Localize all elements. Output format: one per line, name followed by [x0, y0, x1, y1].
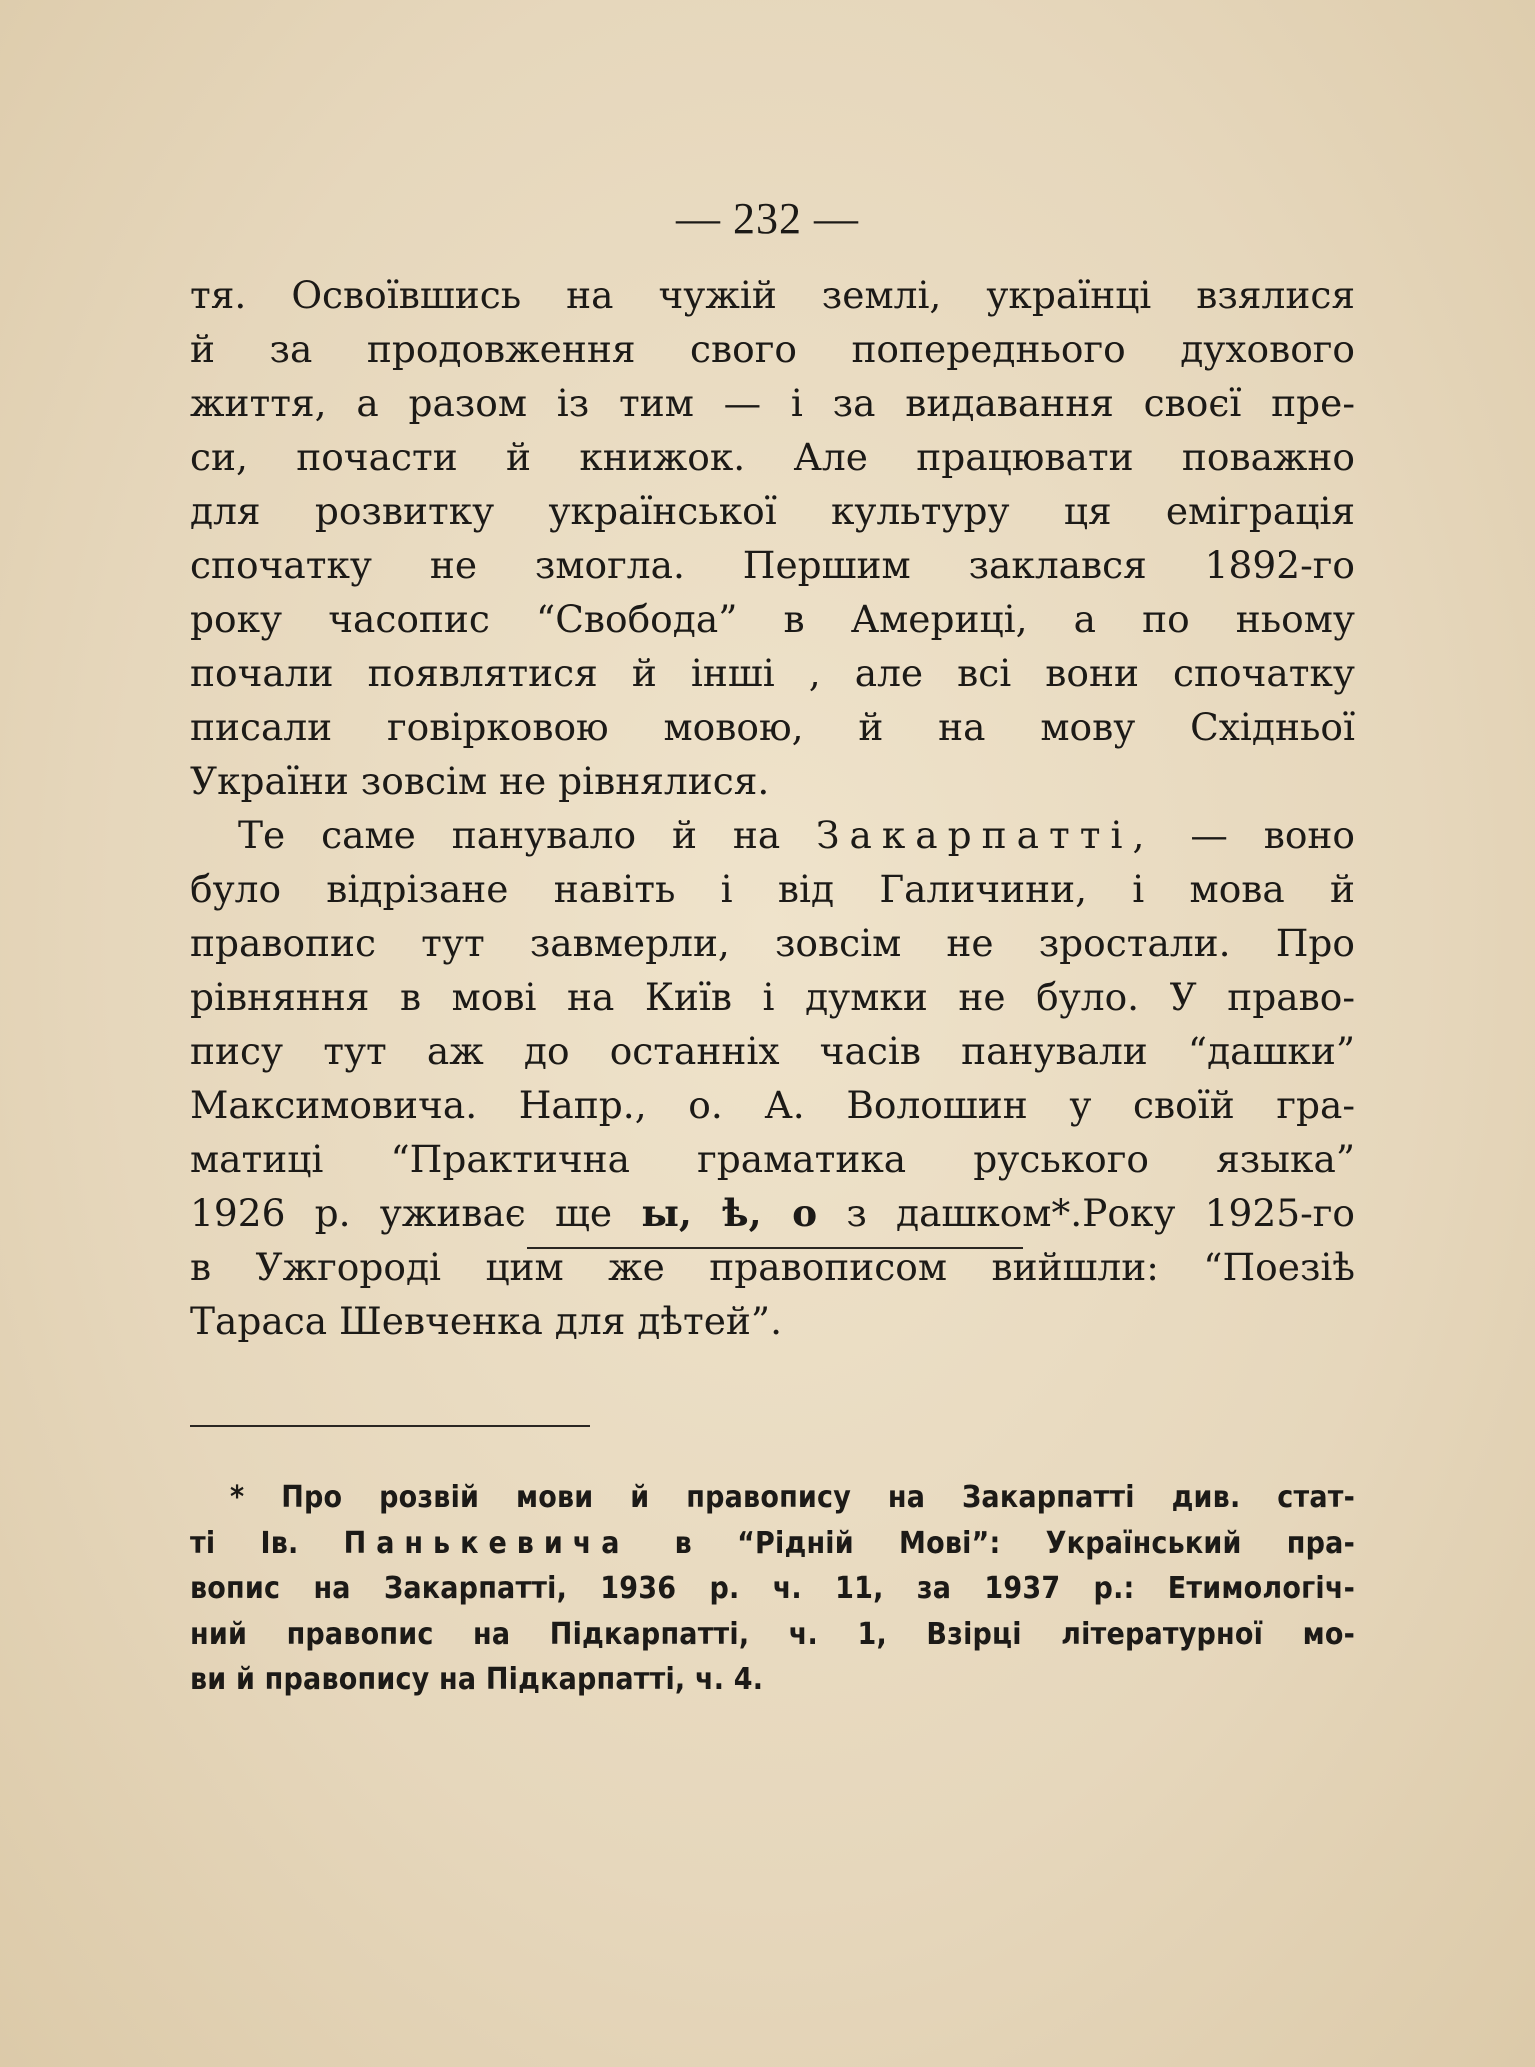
text-line: рівняння в мові на Київ і думки не було. У право-: [190, 975, 1355, 1019]
text-line: пису тут аж до останніх часів панували “дашки”: [190, 1029, 1355, 1073]
text-line: почали появлятися й інші , але всі вони спочатку: [190, 651, 1355, 695]
main-text: [190, 268, 1355, 1348]
text-line: Максимовича. Напр., о. А. Волошин у своїй гра-: [190, 1083, 1355, 1127]
footnote-line: [190, 1521, 1355, 1567]
text-line: писали говірковою мовою, й на мову Східньої: [190, 705, 1355, 749]
footnote-line: вопис на Закарпатті, 1936 р. ч. 11, за 1937 р.: Етимологіч-: [190, 1571, 1355, 1606]
text-segment: ті Ів.: [190, 1525, 299, 1561]
bold-letters: ы, ѣ, о: [641, 1191, 818, 1235]
footnote-line: * Про розвій мови й правопису на Закарпатті див. стат-: [230, 1480, 1355, 1515]
text-segment: в “Рідній Мові”: Український пра-: [674, 1525, 1355, 1561]
text-line: року часопис “Свобода” в Америці, а по ньому: [190, 597, 1355, 641]
text-line: тя. Освоївшись на чужій землі, українці взялися: [190, 273, 1355, 317]
text-segment: Те саме панувало й на: [238, 813, 781, 857]
footnote: [190, 1475, 1355, 1703]
text-line: матиці “Практична граматика руського языка”: [190, 1137, 1355, 1181]
text-line: [190, 808, 1355, 862]
text-segment: з дашком*.Року 1925-го: [846, 1191, 1355, 1235]
text-segment: — воно: [1190, 813, 1356, 857]
footnote-divider: [190, 1425, 590, 1427]
footnote-line: ний правопис на Підкарпатті, ч. 1, Взірці літературної мо-: [190, 1616, 1355, 1652]
text-segment: 1926 р. уживає ще: [190, 1191, 613, 1235]
text-line: для розвитку української культуру ця еміграція: [190, 489, 1355, 533]
text-line: було відрізане навіть і від Галичини, і мова й: [190, 867, 1355, 911]
text-line: Тараса Шевченка для дѣтей”.: [190, 1299, 783, 1343]
text-line: правопис тут завмерли, зовсім не зростали. Про: [190, 921, 1355, 965]
footnote-line: ви й правопису на Підкарпатті, ч. 4.: [190, 1662, 764, 1697]
text-line: спочатку не змогла. Першим заклався 1892-го: [190, 543, 1355, 587]
text-line: [190, 1186, 1355, 1240]
text-line: й за продовження свого попереднього духового: [190, 327, 1355, 371]
text-line: України зовсім не рівнялися.: [190, 759, 770, 803]
text-line: життя, а разом із тим — і за видавання своєї пре-: [190, 381, 1355, 425]
text-line: в Ужгороді цим же правописом вийшли: “Поезіѣ: [190, 1245, 1355, 1289]
spaced-word: Закарпатті,: [816, 813, 1155, 857]
text-line: си, почасти й книжок. Але працювати поважно: [190, 435, 1355, 479]
spaced-word: Панькевича: [343, 1525, 630, 1561]
section-divider: [527, 1247, 1023, 1249]
page-number: — 232 —: [676, 194, 859, 243]
